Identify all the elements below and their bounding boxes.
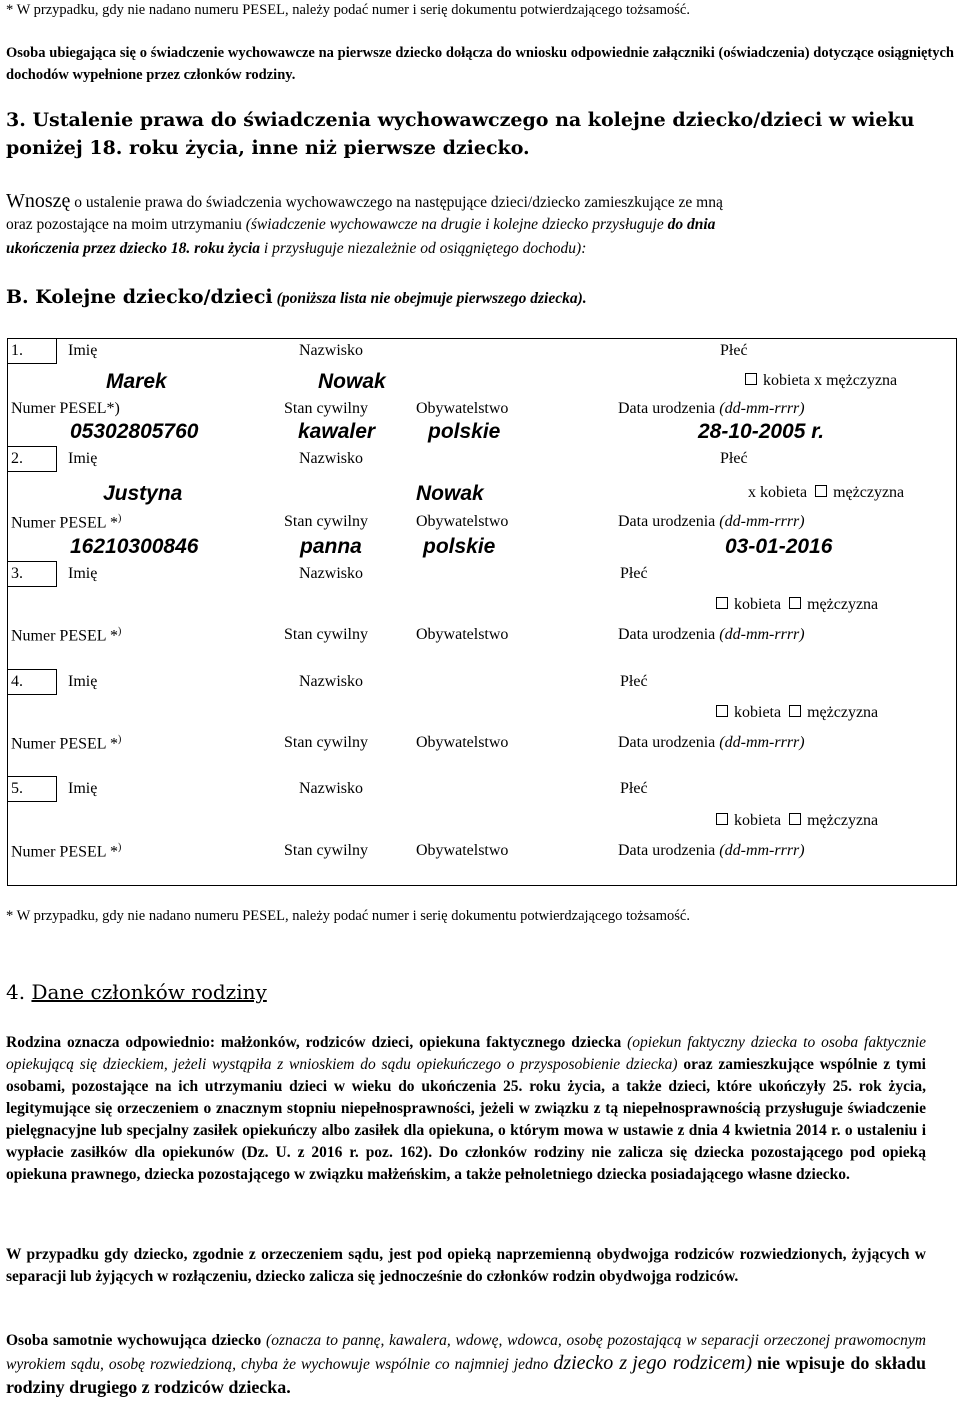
section4-paragraph1 <box>6 1032 926 1186</box>
child3-mezczyzna-checkbox[interactable] <box>789 597 801 609</box>
child4-kobieta-checkbox[interactable] <box>716 705 728 717</box>
child1-data-label <box>618 400 805 418</box>
child3-mezczyzna-label: mężczyzna <box>807 596 879 613</box>
p1-bold-a: Rodzina oznacza odpowiednio: małżonków, rodziców dzieci, opiekuna faktycznego dziecka <box>6 1034 622 1051</box>
child5-mezczyzna-label: mężczyzna <box>807 812 879 829</box>
child3-gender-options <box>716 596 878 614</box>
child5-plec-label: Płeć <box>620 780 648 797</box>
section4-number: 4. <box>6 980 26 1004</box>
top-footnote: * W przypadku, gdy nie nadano numeru PESEL, należy podać numer i serię dokumentu potwierdzającego tożsamość. <box>6 2 690 18</box>
child2-kobieta-checked-mark[interactable]: x <box>748 484 756 501</box>
child4-stan-label[interactable]: Stan cywilny <box>284 734 368 751</box>
p3-big-b: jego rodzicem) <box>632 1352 753 1374</box>
child1-obyw-label: Obywatelstwo <box>416 400 509 417</box>
child5-gender-options <box>716 812 878 830</box>
child4-gender-options <box>716 704 878 722</box>
child5-pesel-label[interactable] <box>11 842 121 861</box>
child1-plec-label: Płeć <box>720 342 748 359</box>
child1-kobieta-checkbox[interactable] <box>745 373 757 385</box>
request-line1 <box>6 190 954 214</box>
child4-mezczyzna-checkbox[interactable] <box>789 705 801 717</box>
section3-title-line2: poniżej 18. roku życia, inne niż pierwsze dziecko. <box>6 137 530 159</box>
child3-pesel-sup: ) <box>117 626 122 637</box>
child2-mezczyzna-label: mężczyzna <box>833 484 905 501</box>
child2-imie-label: Imię <box>68 450 98 467</box>
request-word: Wnoszę <box>6 190 71 212</box>
section3-title-line1: 3. Ustalenie prawa do świadczenia wychowawczego na kolejne dziecko/dzieci w wieku <box>6 109 915 131</box>
child3-pesel-label-text: Numer PESEL * <box>11 627 118 645</box>
child3-plec-label: Płeć <box>620 565 648 582</box>
child3-imie-label[interactable]: Imię <box>68 565 98 582</box>
child2-data-value[interactable]: 03-01-2016 <box>725 535 833 558</box>
child3-data-label[interactable] <box>618 626 805 644</box>
child3-data-format: (dd-mm-rrrr) <box>719 626 805 643</box>
child5-mezczyzna-checkbox[interactable] <box>789 813 801 825</box>
child5-data-label-text: Data urodzenia <box>618 842 716 859</box>
child1-nazwisko-value[interactable]: Nowak <box>318 370 386 393</box>
subhead-b-note: (poniższa lista nie obejmuje pierwszego dziecka). <box>276 290 587 307</box>
child2-mezczyzna-checkbox[interactable] <box>815 485 827 497</box>
child1-stan-value[interactable]: kawaler <box>298 420 376 443</box>
child3-stan-label[interactable]: Stan cywilny <box>284 626 368 643</box>
child2-kobieta-label: kobieta <box>760 484 808 501</box>
child2-stan-value[interactable]: panna <box>300 535 362 558</box>
section4-heading <box>6 980 267 1004</box>
subhead-b-title: B. Kolejne dziecko/dzieci <box>6 286 273 308</box>
child2-data-label-text: Data urodzenia <box>618 513 716 530</box>
request-line2-b: (świadczenie wychowawcze na drugie i kolejne dziecko przysługuje <box>245 216 664 233</box>
request-line1-text: o ustalenie prawa do świadczenia wychowawczego na następujące dzieci/dziecko zamieszkujące ze mną <box>74 194 723 211</box>
child2-stan-label: Stan cywilny <box>284 513 368 530</box>
child2-pesel-label-text: Numer PESEL * <box>11 514 118 532</box>
child4-pesel-sup: ) <box>117 734 122 745</box>
child1-obyw-value[interactable]: polskie <box>428 420 501 443</box>
child4-data-format: (dd-mm-rrrr) <box>719 734 805 751</box>
child1-mezczyzna-checked-mark[interactable]: x <box>814 372 823 389</box>
child5-number: 5. <box>11 780 23 797</box>
child4-mezczyzna-label: mężczyzna <box>807 704 879 721</box>
section4-title: Dane członków rodziny <box>31 980 267 1004</box>
p3-italic: (oznacza to pannę, kawalera, wdowę, wdowca, osobę pozostającą w separacji orzeczonej prawomocnym wyrokiem sądu, osobę rozwiedzioną, chyba że wychowuje wspólnie co najmniej jedno <box>6 1332 927 1373</box>
child4-obyw-label[interactable]: Obywatelstwo <box>416 734 509 751</box>
section4-paragraph3 <box>6 1330 926 1400</box>
child5-kobieta-label: kobieta <box>734 812 782 829</box>
child4-nazwisko-label[interactable]: Nazwisko <box>299 673 363 690</box>
request-line3-b: i przysługuje niezależnie od osiągniętego dochodu): <box>263 240 587 257</box>
child1-data-value[interactable]: 28-10-2005 r. <box>698 420 825 443</box>
child1-imie-value[interactable]: Marek <box>106 370 167 393</box>
child3-pesel-label[interactable] <box>11 626 121 645</box>
child3-nazwisko-label[interactable]: Nazwisko <box>299 565 363 582</box>
child1-data-format: (dd-mm-rrrr) <box>719 400 805 417</box>
child3-kobieta-checkbox[interactable] <box>716 597 728 609</box>
child2-pesel-sup: ) <box>117 513 122 524</box>
child1-pesel-value[interactable]: 05302805760 <box>70 420 199 443</box>
p1-bold-b: oraz zamieszkujące wspólnie z tymi osobami, pozostające na ich utrzymaniu dzieci w wieku do ukończenia 25. roku życia, a także dzieci, które ukończyły 25. rok życia, legitymujące się orzeczeniem o znacznym stopniu niepełnosprawności, jeżeli w związku z tą niepełnosprawnością przysługuje świadczenie pielęgnacyjne lub specjalny zasiłek opiekuńczy albo zasiłek dla opiekuna, o którym mowa w ustawie z dnia 4 kwietnia 2014 r. o ustaleniu i wypłacie zasiłków dla opiekunów (Dz. U. z 2016 r. poz. 162). Do członków rodziny nie zalicza się dziecka pozostającego pod opieką opiekuna prawnego, dziecka pozostającego w związku małżeńskim, a także pełnoletniego dziecka posiadającego własne dziecko. <box>6 1056 926 1183</box>
child4-data-label[interactable] <box>618 734 805 752</box>
child1-mezczyzna-label: mężczyzna <box>826 372 898 389</box>
child5-pesel-sup: ) <box>117 842 122 853</box>
child2-pesel-value[interactable]: 16210300846 <box>70 535 199 558</box>
child2-data-format: (dd-mm-rrrr) <box>719 513 805 530</box>
request-line2-c: do dnia <box>667 216 716 233</box>
child5-nazwisko-label[interactable]: Nazwisko <box>299 780 363 797</box>
child2-nazwisko-label: Nazwisko <box>299 450 363 467</box>
child2-pesel-label <box>11 513 121 532</box>
child3-obyw-label[interactable]: Obywatelstwo <box>416 626 509 643</box>
child5-pesel-label-text: Numer PESEL * <box>11 843 118 861</box>
child4-imie-label[interactable]: Imię <box>68 673 98 690</box>
child4-kobieta-label: kobieta <box>734 704 782 721</box>
child2-number: 2. <box>11 450 23 467</box>
child5-data-format: (dd-mm-rrrr) <box>719 842 805 859</box>
section4-paragraph2: W przypadku gdy dziecko, zgodnie z orzeczeniem sądu, jest pod opieką naprzemienną obydwojga rodziców rozwiedzionych, żyjących w separacji lub żyjących w rozłączeniu, dziecko zalicza się jednocześnie do członków rodzin obydwojga rodziców. <box>6 1246 926 1285</box>
p3-bold-a: Osoba samotnie wychowująca dziecko <box>6 1332 262 1349</box>
child2-data-label <box>618 513 805 531</box>
request-line2-a: oraz pozostające na moim utrzymaniu <box>6 216 242 233</box>
child5-kobieta-checkbox[interactable] <box>716 813 728 825</box>
request-line3-a: ukończenia przez dziecko 18. roku życia <box>6 240 261 257</box>
p3-bold-b: nie wpisuje do składu rodziny drugiego z rodziców dziecka. <box>6 1353 927 1397</box>
child3-data-label-text: Data urodzenia <box>618 626 716 643</box>
child1-imie-label: Imię <box>68 342 98 359</box>
request-line3 <box>6 238 586 260</box>
p3-big-a: dziecko z <box>553 1352 628 1374</box>
child4-data-label-text: Data urodzenia <box>618 734 716 751</box>
child4-plec-label: Płeć <box>620 673 648 690</box>
child5-imie-label[interactable]: Imię <box>68 780 98 797</box>
intro-note: Osoba ubiegająca się o świadczenie wychowawcze na pierwsze dziecko dołącza do wniosku odpowiednie załączniki (oświadczenia) dotyczące osiągniętych dochodów wypełnione przez członków rodziny. <box>6 45 954 83</box>
child4-pesel-label[interactable] <box>11 734 121 753</box>
child2-plec-label: Płeć <box>720 450 748 467</box>
child1-number: 1. <box>11 342 23 359</box>
child4-pesel-label-text: Numer PESEL * <box>11 735 118 753</box>
child1-stan-label: Stan cywilny <box>284 400 368 417</box>
child1-gender-options <box>745 372 897 390</box>
child3-kobieta-label: kobieta <box>734 596 782 613</box>
child2-obyw-label: Obywatelstwo <box>416 513 509 530</box>
child2-nazwisko-value[interactable]: Nowak <box>416 482 484 505</box>
p1-italic: (opiekun faktyczny dziecka to osoba faktycznie opiekującą się dzieckiem, jeżeli wystąpiła z wnioskiem do sądu opiekuńczego o przysposobienie dziecka) <box>6 1034 927 1073</box>
child2-gender-options <box>748 484 904 502</box>
child5-stan-label[interactable]: Stan cywilny <box>284 842 368 859</box>
child5-obyw-label[interactable]: Obywatelstwo <box>416 842 509 859</box>
request-line2 <box>6 214 715 236</box>
subhead-b <box>6 286 587 308</box>
bottom-footnote: * W przypadku, gdy nie nadano numeru PESEL, należy podać numer i serię dokumentu potwierdzającego tożsamość. <box>6 908 690 924</box>
child3-number: 3. <box>11 565 23 582</box>
child1-data-label-text: Data urodzenia <box>618 400 716 417</box>
child2-imie-value[interactable]: Justyna <box>103 482 183 505</box>
child2-obyw-value[interactable]: polskie <box>423 535 496 558</box>
child5-data-label[interactable] <box>618 842 805 860</box>
child1-nazwisko-label: Nazwisko <box>299 342 363 359</box>
child1-kobieta-label: kobieta <box>763 372 811 389</box>
child4-number: 4. <box>11 673 23 690</box>
child1-pesel-label: Numer PESEL*) <box>11 400 120 417</box>
